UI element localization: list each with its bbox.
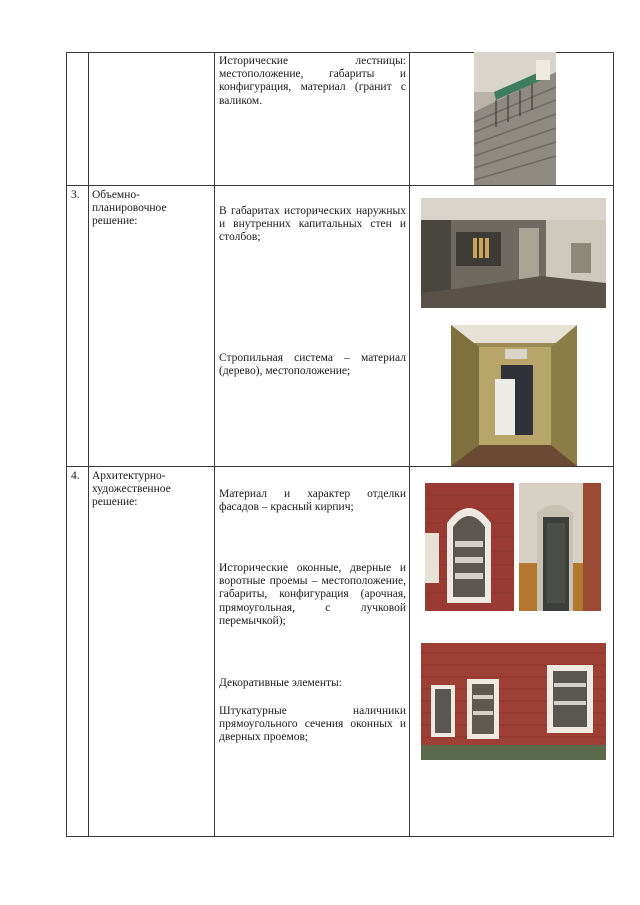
corridor-door-photo [451,325,577,466]
staircase-photo [474,52,556,185]
requirement-openings: Исторические оконные, дверные и воротные проемы – местоположение, габариты, конфигурация (арочная, прямоугольная, с лучковой перемычкой); [219,562,406,627]
row-subject-3: Объемно-планировочное решение: [92,189,167,228]
table-column-divider-1 [88,52,89,837]
row-number-3: 3. [71,189,80,201]
table-border-bottom [66,836,614,837]
doorway-photo [519,483,601,611]
requirement-decor-heading: Декоративные элементы: [219,677,342,689]
ruined-interior-photo [421,198,606,308]
row-divider-4 [66,466,614,467]
table-border-right [613,52,614,837]
table-column-divider-3 [409,52,410,837]
table-column-divider-2 [214,52,215,837]
arched-window-photo [425,483,514,611]
requirement-rafters: Стропильная система – материал (дерево), местоположение; [219,352,406,378]
requirement-plaster-trims: Штукатурные наличники прямоугольного сечения оконных и дверных проемов; [219,705,406,744]
brick-facade-windows-photo [421,643,606,760]
requirement-walls: В габаритах исторических наружных и внутренних капитальных стен и столбов; [219,205,406,244]
row-divider-3 [66,185,614,186]
row-number-4: 4. [71,470,80,482]
table-border-left [66,52,67,837]
row-subject-4: Архитектурно-художественное решение: [92,470,171,509]
requirement-facade-material: Материал и характер отделки фасадов – красный кирпич; [219,488,406,514]
requirement-staircases: Исторические лестницы: местоположение, габариты и конфигурация, материал (гранит с валиком. [219,55,406,107]
